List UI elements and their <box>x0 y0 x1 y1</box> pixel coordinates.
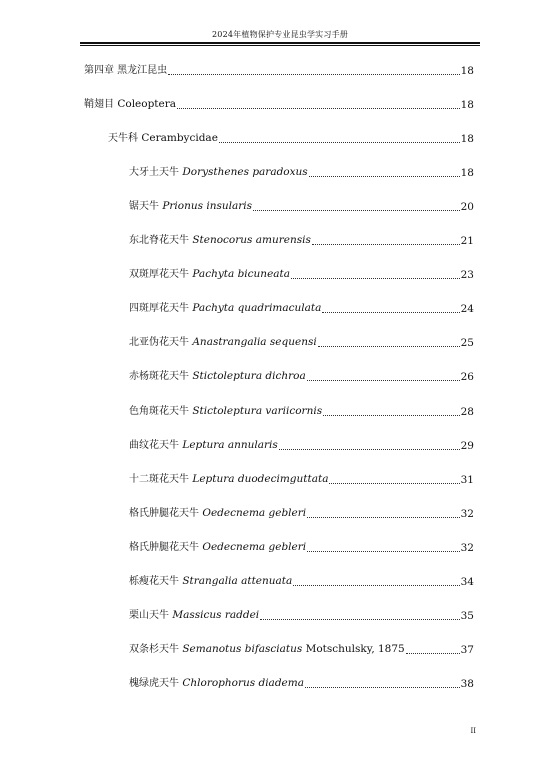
dot-leader <box>312 244 460 245</box>
toc-entry[interactable] <box>108 132 474 146</box>
toc-entry[interactable] <box>129 643 474 657</box>
toc-entry-scientific-name: Oedecnema gebleri <box>202 541 307 553</box>
toc-entry-page: 32 <box>460 542 474 554</box>
toc-entry-title <box>129 404 322 419</box>
toc-entry-page: 35 <box>460 610 474 622</box>
toc-entry-scientific-name: Leptura duodecimguttata <box>192 473 329 485</box>
toc-entry-title <box>129 267 290 282</box>
dot-leader <box>329 483 459 484</box>
dot-leader <box>168 74 459 75</box>
toc-entry-title <box>129 540 306 555</box>
toc-entry-chinese-name: 双条杉天牛 <box>129 644 179 655</box>
toc-entry[interactable] <box>129 405 474 419</box>
toc-entry-suffix: Cerambycidae <box>138 132 218 144</box>
toc-entry-title <box>129 335 317 350</box>
dot-leader <box>307 517 460 518</box>
page-number: II <box>470 727 476 735</box>
toc-entry-scientific-name: Massicus raddei <box>172 609 260 621</box>
toc-entry-page: 18 <box>460 167 474 179</box>
toc-entry[interactable] <box>129 166 474 180</box>
toc-entry-page: 18 <box>460 133 474 145</box>
toc-entry-page: 31 <box>460 474 474 486</box>
toc-entry-chinese-name: 十二斑花天牛 <box>129 474 189 485</box>
toc-entry[interactable] <box>129 370 474 384</box>
toc-entry[interactable] <box>129 677 474 691</box>
dot-leader <box>260 619 459 620</box>
toc-entry-chinese-name: 栗山天牛 <box>129 610 169 621</box>
toc-entry-title <box>129 676 304 691</box>
dot-leader <box>307 551 460 552</box>
toc-entry-page: 18 <box>460 99 474 111</box>
toc-entry-chinese-name: 四斑厚花天牛 <box>129 303 189 314</box>
toc-entry-scientific-name: Anastrangalia sequensi <box>192 336 317 348</box>
dot-leader <box>323 415 460 416</box>
toc-entry-title <box>129 506 306 521</box>
dot-leader <box>219 142 460 143</box>
toc-entry[interactable] <box>84 64 474 78</box>
toc-entry-scientific-name: Chlorophorus diadema <box>182 677 304 689</box>
toc-entry[interactable] <box>129 473 474 487</box>
toc-entry-title <box>129 608 259 623</box>
toc-entry-scientific-name: Dorysthenes paradoxus <box>182 166 308 178</box>
toc-entry-chinese-name: 曲纹花天牛 <box>129 440 179 451</box>
toc-entry[interactable] <box>129 575 474 589</box>
toc-entry-page: 25 <box>460 337 474 349</box>
toc-entry[interactable] <box>129 541 474 555</box>
toc-entry-title <box>108 131 218 146</box>
toc-entry-title <box>129 369 306 384</box>
toc-entry-scientific-name: Stenocorus amurensis <box>192 234 311 246</box>
toc-entry-scientific-name: Stictoleptura variicornis <box>192 405 323 417</box>
toc-entry-page: 34 <box>460 576 474 588</box>
dot-leader <box>406 653 460 654</box>
toc-entry[interactable] <box>84 98 474 112</box>
toc-entry-title <box>129 438 278 453</box>
toc-entry[interactable] <box>129 302 474 316</box>
toc-entry-chinese-name: 栎瘦花天牛 <box>129 576 179 587</box>
toc-entry-chinese-name: 色角斑花天牛 <box>129 406 189 417</box>
toc-entry-scientific-name: Pachyta bicuneata <box>192 268 291 280</box>
toc-entry-chinese-name: 东北脊花天牛 <box>129 235 189 246</box>
toc-entry-chinese-name: 格氏肿腿花天牛 <box>129 542 199 553</box>
toc-entry[interactable] <box>129 609 474 623</box>
toc-entry-page: 32 <box>460 508 474 520</box>
toc-entry-page: 18 <box>460 65 474 77</box>
toc-entry-scientific-name: Prionus insularis <box>162 200 253 212</box>
toc-entry-chinese-name: 槐绿虎天牛 <box>129 678 179 689</box>
dot-leader <box>253 210 460 211</box>
toc-entry-chinese-name: 双斑厚花天牛 <box>129 269 189 280</box>
toc-entry-page: 38 <box>460 678 474 690</box>
toc-entry-chinese-name: 赤杨斑花天牛 <box>129 371 189 382</box>
toc-entry-chinese-name: 大牙土天牛 <box>129 167 179 178</box>
toc-entry-page: 26 <box>460 371 474 383</box>
toc-entry-page: 20 <box>460 201 474 213</box>
toc-entry-chinese-name: 锯天牛 <box>129 201 159 212</box>
toc-entry-scientific-name: Leptura annularis <box>182 439 278 451</box>
dot-leader <box>318 346 460 347</box>
dot-leader <box>305 687 460 688</box>
dot-leader <box>279 449 460 450</box>
dot-leader <box>177 108 460 109</box>
toc-entry-scientific-name: Oedecnema gebleri <box>202 507 307 519</box>
toc-entry-chinese-name: 格氏肿腿花天牛 <box>129 508 199 519</box>
toc-entry-title <box>129 233 311 248</box>
toc-entry-chinese-name: 天牛科 <box>108 133 138 144</box>
toc-entry-page: 37 <box>460 644 474 656</box>
toc-entry-page: 28 <box>460 406 474 418</box>
toc-entry-title <box>129 642 405 657</box>
toc-entry[interactable] <box>129 268 474 282</box>
toc-entry-chinese-name: 第四章 黑龙江昆虫 <box>84 65 168 76</box>
toc-entry-title <box>129 165 308 180</box>
toc-entry-title <box>129 472 328 487</box>
toc-entry[interactable] <box>129 336 474 350</box>
toc-entry-title <box>129 301 321 316</box>
dot-leader <box>293 585 459 586</box>
toc-entry-title <box>129 199 252 214</box>
dot-leader <box>309 176 460 177</box>
toc-entry-title <box>84 63 167 78</box>
toc-entry-chinese-name: 鞘翅目 <box>84 99 114 110</box>
toc-entry-chinese-name: 北亚伪花天牛 <box>129 337 189 348</box>
toc-entry-page: 21 <box>460 235 474 247</box>
toc-entry-page: 29 <box>460 440 474 452</box>
toc-entry[interactable] <box>129 234 474 248</box>
toc-entry-scientific-name: Stictoleptura dichroa <box>192 370 306 382</box>
toc-entry-title <box>129 574 292 589</box>
running-header: 2024年植物保护专业昆虫学实习手册 <box>212 30 348 39</box>
toc-entry-suffix: Coleoptera <box>114 98 177 110</box>
toc-entry-scientific-name: Semanotus bifasciatus <box>182 643 303 655</box>
toc-entry-scientific-name: Pachyta quadrimaculata <box>192 302 322 314</box>
toc-entry[interactable] <box>129 507 474 521</box>
dot-leader <box>291 278 460 279</box>
toc-entry-title <box>84 97 176 112</box>
toc-entry[interactable] <box>129 439 474 453</box>
toc-entry-scientific-name: Strangalia attenuata <box>182 575 293 587</box>
dot-leader <box>322 312 459 313</box>
toc-entry-page: 24 <box>460 303 474 315</box>
toc-entry-suffix: Motschulsky, 1875 <box>302 643 405 655</box>
dot-leader <box>307 380 460 381</box>
toc-entry-page: 23 <box>460 269 474 281</box>
toc-entry[interactable] <box>129 200 474 214</box>
